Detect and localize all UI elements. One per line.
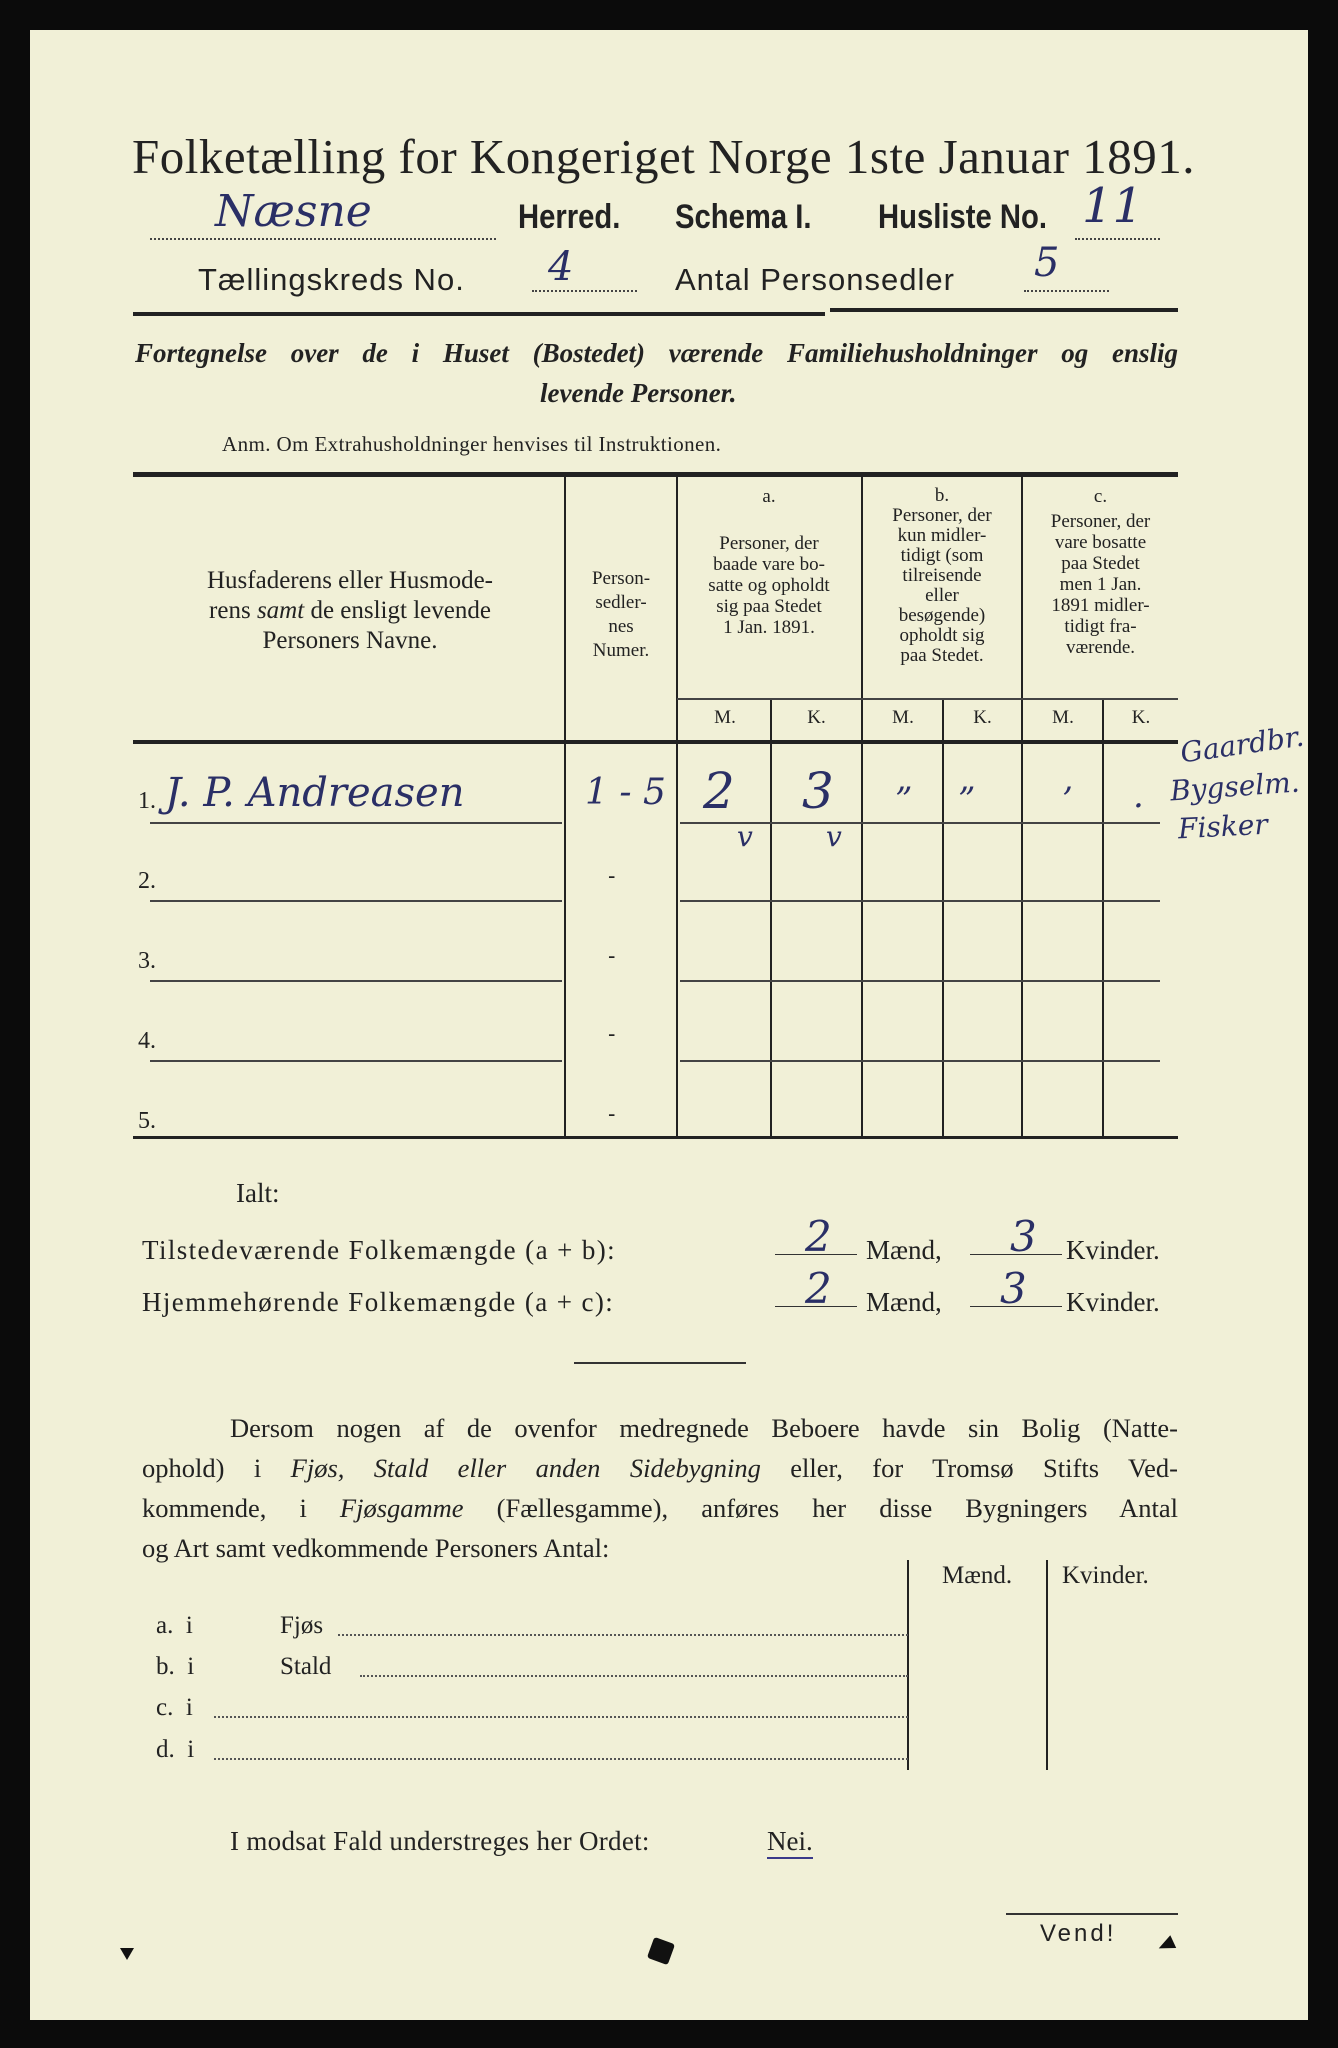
row-2-line-right bbox=[680, 900, 1160, 902]
col-header-num: Person- sedler- nes Numer. bbox=[591, 568, 651, 661]
row-1-line bbox=[150, 822, 562, 824]
col-divider-c-mk bbox=[1102, 700, 1104, 1137]
buildings-divider-2 bbox=[1046, 1560, 1048, 1770]
intro-line-2: levende Personer. bbox=[540, 378, 737, 408]
intro-line-1: Fortegnelse over de i Huset (Bostedet) værende Familiehusholdninger og enslig bbox=[135, 338, 1178, 368]
col-header-name bbox=[140, 566, 560, 656]
tilstede-label: Tilstedeværende Folkemængde (a + b): bbox=[142, 1235, 617, 1265]
row-5-num: - bbox=[608, 1102, 616, 1127]
tilstede-kvinder: Kvinder. bbox=[1066, 1235, 1160, 1265]
buildings-paragraph bbox=[142, 1408, 1178, 1568]
b-m-label: M. bbox=[892, 707, 914, 728]
row-1-a-m: 2 bbox=[703, 762, 735, 820]
kreds-label: Tællingskreds No. bbox=[198, 262, 465, 297]
row-1-c-m: ’ bbox=[1062, 780, 1073, 820]
personsedler-value: 5 bbox=[1034, 240, 1060, 286]
b-k-label: K. bbox=[973, 707, 992, 728]
row-1-no: 1. bbox=[138, 788, 156, 814]
row-1-num: 1 - 5 bbox=[585, 772, 666, 813]
herred-label: Herred. bbox=[518, 198, 621, 236]
row-1-a-k: 3 bbox=[802, 762, 834, 820]
hjemme-maend: Mænd, bbox=[866, 1287, 942, 1317]
buildings-col-maend: Mænd. bbox=[942, 1562, 1013, 1589]
schema-label: Schema I. bbox=[675, 198, 812, 236]
header-rule-right bbox=[830, 308, 1178, 312]
col-header-a: a. Personer, der baade vare bo- satte og opholdt sig paa Stedet 1 Jan. 1891. bbox=[708, 486, 830, 638]
header-rule-left bbox=[133, 312, 825, 316]
hjemme-kvinder: Kvinder. bbox=[1066, 1287, 1160, 1317]
row-4-line-right bbox=[680, 1060, 1160, 1062]
row-2-no: 2. bbox=[138, 868, 156, 894]
row-1-name: J. P. Andreasen bbox=[165, 770, 465, 816]
herred-value: Næsne bbox=[215, 186, 372, 237]
margin-note-2: Bygselm. bbox=[1169, 765, 1301, 808]
building-row-c: c. i bbox=[156, 1694, 193, 1721]
nei-word: Nei. bbox=[767, 1826, 813, 1859]
row-3-line-right bbox=[680, 980, 1160, 982]
tilstede-k-value: 3 bbox=[1010, 1212, 1037, 1261]
building-row-b: b. i Stald bbox=[156, 1653, 332, 1680]
row-2-line bbox=[150, 900, 562, 902]
row-1-a-m-check: v bbox=[737, 820, 753, 853]
c-k-label: K. bbox=[1131, 707, 1151, 728]
hjemme-m-value: 2 bbox=[805, 1264, 832, 1313]
col-header-b: b. Personer, der kun midler- tidigt (som tilreisende eller besøgende) opholdt sig paa Stedet. bbox=[892, 485, 992, 666]
a-k-label: K. bbox=[807, 707, 826, 728]
row-3-no: 3. bbox=[138, 948, 156, 974]
row-3-line bbox=[150, 980, 562, 982]
mk-header-rule bbox=[677, 698, 1178, 700]
building-row-c-dots bbox=[214, 1716, 908, 1718]
col-header-name-l2: rens samt de ensligt levende bbox=[209, 597, 491, 624]
binding-mark-left bbox=[120, 1948, 134, 1960]
building-row-d-dots bbox=[214, 1758, 908, 1760]
para-line-1: Dersom nogen af de ovenfor medregnede Beboere havde sin Bolig (Natte- bbox=[230, 1413, 1178, 1443]
vend-text: Vend! bbox=[1040, 1920, 1117, 1947]
husliste-label: Husliste No. bbox=[878, 198, 1047, 236]
col-divider-b-mk bbox=[942, 700, 944, 1137]
margin-note-1: Gaardbr. bbox=[1178, 719, 1306, 770]
ialt-label: Ialt: bbox=[236, 1178, 280, 1208]
row-1-a-k-check: v bbox=[826, 820, 842, 853]
personsedler-label: Antal Personsedler bbox=[675, 262, 955, 297]
vend-rule bbox=[1006, 1913, 1178, 1915]
husliste-value: 11 bbox=[1082, 178, 1144, 234]
row-3-num: - bbox=[608, 944, 616, 969]
col-divider-a-mk bbox=[770, 700, 772, 1137]
para-line-2: ophold) i Fjøs, Stald eller anden Sidebygning eller, for Tromsø Stifts Ved- bbox=[142, 1453, 1178, 1483]
c-m-label: M. bbox=[1052, 707, 1074, 728]
anm-note: Anm. Om Extrahusholdninger henvises til Instruktionen. bbox=[222, 432, 722, 456]
buildings-col-kvinder: Kvinder. bbox=[1062, 1562, 1149, 1589]
col-header-name-l3: Personers Navne. bbox=[262, 627, 438, 654]
para-line-4: og Art samt vedkommende Personers Antal: bbox=[142, 1533, 610, 1563]
row-1-b-m: ” bbox=[895, 780, 913, 820]
row-1-b-k: ” bbox=[958, 780, 976, 820]
row-4-num: - bbox=[608, 1022, 616, 1047]
tilstede-m-value: 2 bbox=[805, 1212, 832, 1261]
row-1-c-k: . bbox=[1133, 776, 1144, 816]
col-header-name-l1: Husfaderens eller Husmode- bbox=[206, 567, 493, 594]
col-header-c: c. Personer, der vare bosatte paa Stedet men 1 Jan. 1891 midler- tidigt fra- værende. bbox=[1050, 486, 1151, 658]
building-row-d: d. i bbox=[156, 1736, 195, 1763]
section-divider bbox=[574, 1362, 746, 1364]
modsat-text: I modsat Fald understreges her Ordet: bbox=[230, 1826, 650, 1856]
row-4-no: 4. bbox=[138, 1028, 156, 1054]
census-form-page bbox=[30, 30, 1308, 2020]
building-row-a: a. i Fjøs bbox=[156, 1612, 324, 1639]
row-2-num: - bbox=[608, 864, 616, 889]
para-line-3: kommende, i Fjøsgamme (Fællesgamme), anføres her disse Bygningers Antal bbox=[142, 1493, 1178, 1523]
a-m-label: M. bbox=[714, 707, 736, 728]
form-title: Folketælling for Kongeriget Norge 1ste Januar 1891. bbox=[132, 129, 1195, 184]
hjemme-k-value: 3 bbox=[1000, 1264, 1027, 1313]
margin-note-3: Fisker bbox=[1177, 807, 1269, 846]
building-row-a-dots bbox=[338, 1634, 908, 1636]
row-4-line bbox=[150, 1060, 562, 1062]
tilstede-maend: Mænd, bbox=[866, 1235, 942, 1265]
row-5-no: 5. bbox=[138, 1108, 156, 1134]
hjemme-label: Hjemmehørende Folkemængde (a + c): bbox=[142, 1287, 615, 1317]
kreds-value: 4 bbox=[548, 244, 574, 290]
building-row-b-dots bbox=[360, 1675, 908, 1677]
